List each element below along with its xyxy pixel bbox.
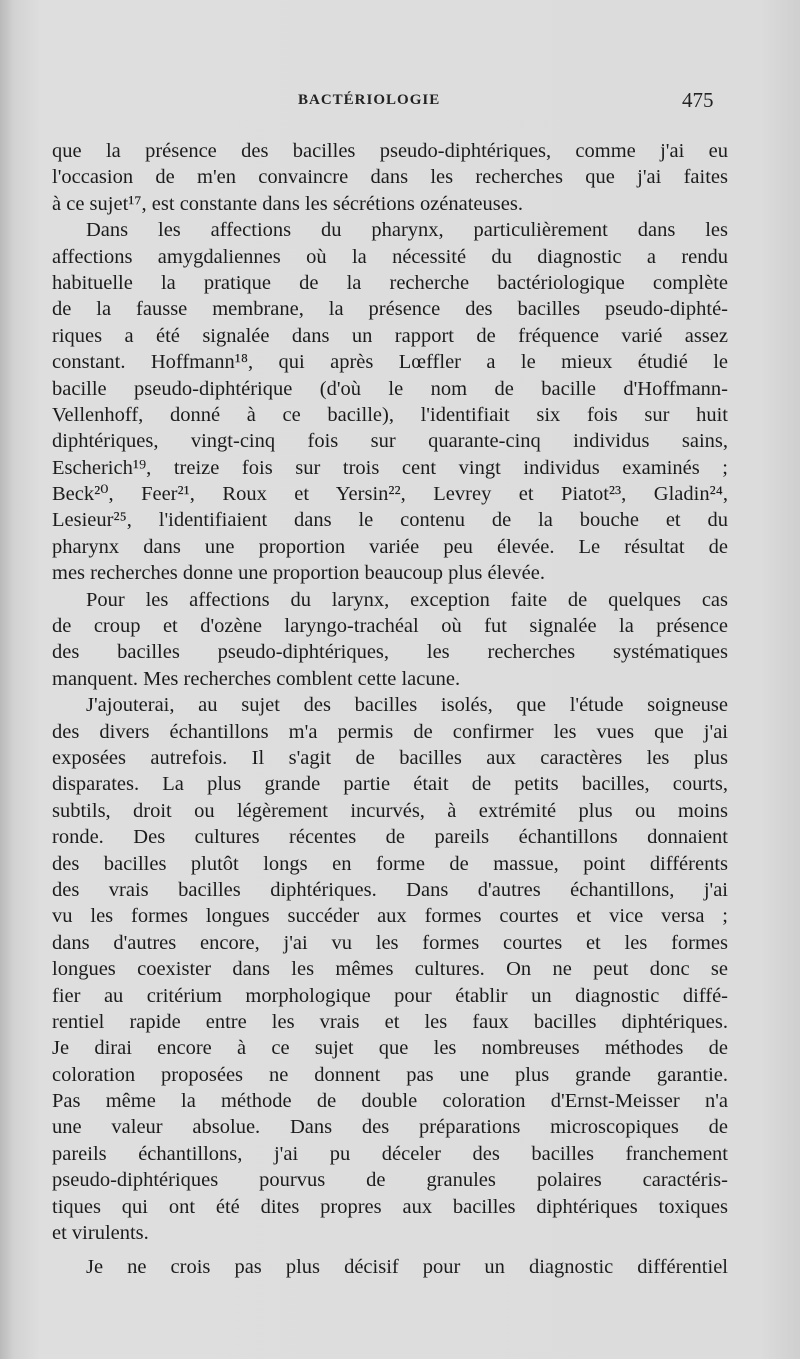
text-line: diphtériques, vingt-cinq fois sur quarante-cinq individus sains, [52,430,728,453]
text-line: J'ajouterai, au sujet des bacilles isolés, que l'étude soigneuse [86,694,728,717]
text-line: une valeur absolue. Dans des préparations microscopiques de [52,1116,728,1139]
text-line: que la présence des bacilles pseudo-diphtériques, comme j'ai eu [52,140,728,162]
text-line: disparates. La plus grande partie était de petits bacilles, courts, [52,773,728,796]
text-line: bacille pseudo-diphtérique (d'où le nom de bacille d'Hoffmann- [52,377,728,400]
text-line: Je ne crois pas plus décisif pour un diagnostic différentiel [86,1256,728,1279]
text-line: Beck²⁰, Feer²¹, Roux et Yersin²², Levrey et Piatot²³, Gladin²⁴, [52,483,728,506]
text-line: Vellenhoff, donné à ce bacille), l'identifiait six fois sur huit [52,403,728,426]
text-line: Lesieur²⁵, l'identifiaient dans le contenu de la bouche et du [52,509,728,532]
text-line: subtils, droit ou légèrement incurvés, à extrémité plus ou moins [52,799,728,822]
text-line: l'occasion de m'en convaincre dans les recherches que j'ai faites [52,166,728,189]
text-line: exposées autrefois. Il s'agit de bacilles aux caractères les plus [52,746,728,769]
text-line: affections amygdaliennes où la nécessité du diagnostic a rendu [52,245,728,268]
text-line: longues coexister dans les mêmes cultures. On ne peut donc se [52,958,728,981]
text-line: des bacilles pseudo-diphtériques, les recherches systématiques [52,641,728,664]
text-line: pareils échantillons, j'ai pu déceler des bacilles franchement [52,1142,728,1165]
body-text [52,138,728,1281]
text-line: Escherich¹⁹, treize fois sur trois cent vingt individus examinés ; [52,456,728,479]
text-line: dans d'autres encore, j'ai vu les formes courtes et les formes [52,931,728,954]
text-line: rentiel rapide entre les vrais et les faux bacilles diphtériques. [52,1010,728,1033]
text-line: Pour les affections du larynx, exception faite de quelques cas [86,588,728,611]
text-line: mes recherches donne une proportion beaucoup plus élevée. [52,562,545,585]
text-line: habituelle la pratique de la recherche bactériologique complète [52,271,728,294]
text-line: des bacilles plutôt longs en forme de massue, point différents [52,852,728,875]
text-line: de croup et d'ozène laryngo-trachéal où fut signalée la présence [52,615,728,638]
text-line: Pas même la méthode de double coloration d'Ernst-Meisser n'a [52,1090,728,1113]
text-line: coloration proposées ne donnent pas une plus grande garantie. [52,1063,728,1086]
text-line: Dans les affections du pharynx, particulièrement dans les [86,219,728,242]
text-line: pharynx dans une proportion variée peu élevée. Le résultat de [52,535,728,558]
text-line: des divers échantillons m'a permis de confirmer les vues que j'ai [52,720,728,743]
text-line: à ce sujet¹⁷, est constante dans les sécrétions ozénateuses. [52,192,523,215]
text-line: tiques qui ont été dites propres aux bacilles diphtériques toxiques [52,1195,728,1218]
text-line: fier au critérium morphologique pour établir un diagnostic diffé- [52,984,728,1007]
text-line: des vrais bacilles diphtériques. Dans d'autres échantillons, j'ai [52,878,728,901]
text-line: pseudo-diphtériques pourvus de granules polaires caractéris- [52,1169,728,1192]
running-head: BACTÉRIOLOGIE [298,92,441,108]
page-number: 475 [682,88,714,112]
text-line: manquent. Mes recherches comblent cette lacune. [52,667,461,690]
text-line: riques a été signalée dans un rapport de fréquence varié assez [52,324,728,347]
text-line: vu les formes longues succéder aux formes courtes et vice versa ; [52,905,728,928]
text-line: ronde. Des cultures récentes de pareils échantillons donnaient [52,826,728,849]
text-line: Je dirai encore à ce sujet que les nombreuses méthodes de [52,1037,728,1060]
page-header [0,88,800,118]
text-line: de la fausse membrane, la présence des bacilles pseudo-diphté- [52,298,728,321]
text-line: et virulents. [52,1222,149,1245]
text-line: constant. Hoffmann¹⁸, qui après Lœffler a le mieux étudié le [52,351,728,374]
